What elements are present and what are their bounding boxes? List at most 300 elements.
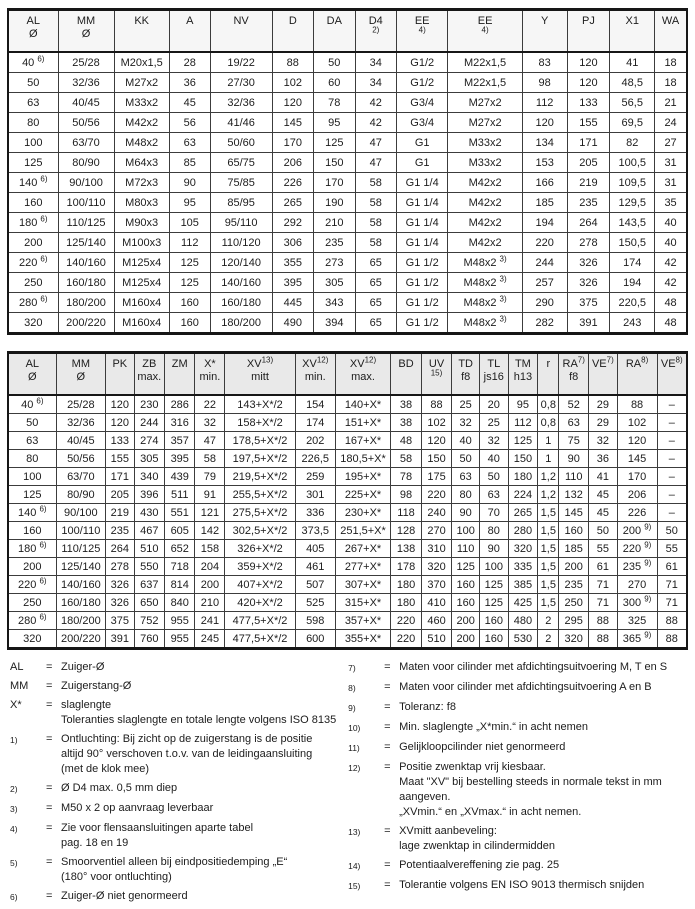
- table-1-cell: M100x3: [114, 233, 169, 253]
- table-2-cell: 760: [134, 630, 164, 649]
- table-1-header-cell: EE $^{4)}$: [397, 10, 448, 53]
- table-2-row: [8, 558, 687, 576]
- table-1-cell: 220: [522, 233, 567, 253]
- table-1-cell: M72x3: [114, 173, 169, 193]
- table-2-cell: 220 $^{6)}$: [8, 576, 56, 594]
- table-1-cell: 155: [567, 113, 610, 133]
- table-2-cell: 61: [589, 558, 617, 576]
- table-1-cell: M90x3: [114, 213, 169, 233]
- table-2-cell: 226: [617, 504, 657, 522]
- table-1-cell: 265: [272, 193, 313, 213]
- table-2-cell: 752: [134, 612, 164, 630]
- cylinder-dimensions-table-2: [7, 351, 688, 650]
- table-2-cell: 90: [452, 504, 480, 522]
- table-2-cell: 407+X*/2: [225, 576, 295, 594]
- footnote-equals: =: [46, 856, 53, 868]
- table-2-cell: 47: [195, 432, 225, 450]
- table-1-cell: 219: [567, 173, 610, 193]
- footnote-label: 8): [348, 683, 356, 693]
- table-1-cell: M125x4: [114, 253, 169, 273]
- table-1-cell: 170: [314, 173, 355, 193]
- table-2-cell: 52: [559, 395, 589, 414]
- table-1-cell: M125x4: [114, 273, 169, 293]
- footnote-item: [10, 698, 344, 728]
- table-2-cell: 145: [617, 450, 657, 468]
- table-2-header-cell: BD: [391, 353, 421, 396]
- footnote-item: [10, 660, 344, 675]
- table-2-cell: 396: [134, 486, 164, 504]
- table-2-header-cell: XV$^{13)}$ mitt: [225, 353, 295, 396]
- footnote-text: Zuiger-Ø niet genormeerd: [61, 890, 188, 902]
- table-2-cell: 355+X*: [335, 630, 391, 649]
- table-2-cell: 29: [589, 414, 617, 432]
- footnote-label: 14): [348, 861, 361, 871]
- table-1-header-cell: Y: [522, 10, 567, 53]
- table-2-cell: 100: [480, 558, 508, 576]
- table-2-cell: 125: [8, 486, 56, 504]
- table-2-cell: 22: [195, 395, 225, 414]
- table-1-cell: 205: [567, 153, 610, 173]
- table-2-cell: 142: [195, 522, 225, 540]
- table-2-cell: 80/90: [56, 486, 105, 504]
- table-1-header-row: [8, 10, 687, 53]
- table-1-cell: 180/200: [58, 293, 114, 313]
- table-2-cell: –: [657, 468, 687, 486]
- table-1-cell: 194: [610, 273, 655, 293]
- table-1-cell: G1/2: [397, 73, 448, 93]
- table-1-cell: 65/75: [210, 153, 272, 173]
- table-1-cell: 170: [272, 133, 313, 153]
- table-2-header-row: [8, 353, 687, 396]
- table-1-cell: 90/100: [58, 173, 114, 193]
- table-2-cell: 550: [134, 558, 164, 576]
- table-1-cell: 100: [8, 133, 58, 153]
- table-2-cell: 245: [195, 630, 225, 649]
- footnote-text: M50 x 2 op aanvraag leverbaar: [61, 802, 214, 814]
- table-2-cell: 80: [8, 450, 56, 468]
- table-2-cell: 0,8: [538, 395, 559, 414]
- table-2-cell: 202: [295, 432, 335, 450]
- table-2-cell: 460: [421, 612, 451, 630]
- table-1-cell: 153: [522, 153, 567, 173]
- table-1-cell: 90: [169, 173, 210, 193]
- table-1-cell: 490: [272, 313, 313, 334]
- table-2-cell: 100: [8, 468, 56, 486]
- table-2-header-cell: X* min.: [195, 353, 225, 396]
- table-1-cell: 65: [355, 253, 396, 273]
- table-2-cell: 121: [195, 504, 225, 522]
- table-2-cell: 200: [452, 612, 480, 630]
- footnote-item: [348, 858, 688, 874]
- table-1-cell: 36: [169, 73, 210, 93]
- table-2-cell: 219: [106, 504, 134, 522]
- table-1-cell: M20x1,5: [114, 52, 169, 73]
- footnote-equals: =: [384, 661, 391, 673]
- table-1-cell: 78: [314, 93, 355, 113]
- table-2-cell: 200: [452, 630, 480, 649]
- table-2-cell: 160: [452, 576, 480, 594]
- table-2-cell: 100/110: [56, 522, 105, 540]
- footnote-equals: =: [384, 701, 391, 713]
- table-1-cell: 125: [169, 273, 210, 293]
- table-2-cell: 295: [559, 612, 589, 630]
- table-2-cell: 55: [657, 540, 687, 558]
- table-2-cell: 120: [421, 432, 451, 450]
- footnote-equals: =: [384, 721, 391, 733]
- table-2-cell: 155: [106, 450, 134, 468]
- table-1-cell: 58: [355, 193, 396, 213]
- table-1-cell: 171: [567, 133, 610, 153]
- cylinder-dimensions-table-1: [7, 8, 688, 335]
- footnote-text: Zuigerstang-Ø: [61, 680, 132, 692]
- table-1-cell: 125: [8, 153, 58, 173]
- table-1-cell: 200: [8, 233, 58, 253]
- table-2-cell: 439: [165, 468, 195, 486]
- table-1-cell: 60: [314, 73, 355, 93]
- table-2-cell: 326: [106, 594, 134, 612]
- table-2-cell: 410: [421, 594, 451, 612]
- table-1-cell: 160: [169, 313, 210, 334]
- table-2-cell: 125: [508, 432, 538, 450]
- table-2-cell: 264: [106, 540, 134, 558]
- table-2-cell: 50: [657, 522, 687, 540]
- table-2-cell: 143+X*/2: [225, 395, 295, 414]
- table-2-cell: 95: [508, 395, 538, 414]
- table-2-cell: 40/45: [56, 432, 105, 450]
- table-2-cell: 110: [559, 468, 589, 486]
- footnote-label: 7): [348, 663, 356, 673]
- table-1-cell: M27x2: [448, 113, 522, 133]
- table-1-cell: 28: [169, 52, 210, 73]
- table-1-cell: 226: [272, 173, 313, 193]
- table-2-cell: 814: [165, 576, 195, 594]
- table-2-cell: 70: [480, 504, 508, 522]
- table-2-cell: 235 $^{9)}$: [617, 558, 657, 576]
- table-1-cell: 98: [522, 73, 567, 93]
- table-2-cell: –: [657, 450, 687, 468]
- table-1-cell: M42x2: [448, 213, 522, 233]
- table-2-cell: 365 $^{9)}$: [617, 630, 657, 649]
- table-1-cell: 140/160: [58, 253, 114, 273]
- table-2-cell: 102: [421, 414, 451, 432]
- table-2-header-cell: VE$^{7)}$: [589, 353, 617, 396]
- table-2-cell: 50: [480, 468, 508, 486]
- table-1-cell: 125: [169, 253, 210, 273]
- table-2-cell: 158: [195, 540, 225, 558]
- table-1-cell: 65: [355, 293, 396, 313]
- table-1-cell: 95/110: [210, 213, 272, 233]
- table-2-cell: 320: [8, 630, 56, 649]
- table-1-cell: M33x2: [114, 93, 169, 113]
- table-1-cell: 326: [567, 253, 610, 273]
- table-2-header-cell: XV$^{12)}$ min.: [295, 353, 335, 396]
- table-1-cell: 32/36: [210, 93, 272, 113]
- table-1-cell: 50: [8, 73, 58, 93]
- table-1-cell: M42x2: [448, 193, 522, 213]
- table-2-cell: 50/56: [56, 450, 105, 468]
- table-1-cell: 65: [355, 273, 396, 293]
- table-1-row: [8, 193, 687, 213]
- table-1-cell: 290: [522, 293, 567, 313]
- table-1-cell: 56,5: [610, 93, 655, 113]
- table-1-cell: 63/70: [58, 133, 114, 153]
- table-2-cell: 1: [538, 450, 559, 468]
- table-2-row: [8, 468, 687, 486]
- footnote-label: 9): [348, 703, 356, 713]
- table-1-cell: 120/140: [210, 253, 272, 273]
- table-1-cell: 88: [272, 52, 313, 73]
- table-2-cell: 280: [508, 522, 538, 540]
- table-2-cell: 220: [391, 630, 421, 649]
- table-2-cell: 530: [508, 630, 538, 649]
- table-2-cell: 90: [559, 450, 589, 468]
- table-2-header-cell: TD f8: [452, 353, 480, 396]
- table-2-row: [8, 522, 687, 540]
- table-2-header-cell: UV $^{15)}$: [421, 353, 451, 396]
- table-1-cell: 273: [314, 253, 355, 273]
- table-2-cell: 2: [538, 630, 559, 649]
- table-1-cell: 391: [567, 313, 610, 334]
- table-1-cell: 220,5: [610, 293, 655, 313]
- table-1-cell: M160x4: [114, 293, 169, 313]
- table-2-row: [8, 630, 687, 649]
- table-2-cell: 315+X*: [335, 594, 391, 612]
- table-2-cell: 430: [134, 504, 164, 522]
- table-2-cell: 301: [295, 486, 335, 504]
- table-1-cell: 110/120: [210, 233, 272, 253]
- table-1-row: [8, 133, 687, 153]
- table-1-cell: M42x2: [448, 233, 522, 253]
- footnote-equals: =: [384, 741, 391, 753]
- table-2-cell: 357+X*: [335, 612, 391, 630]
- table-2-cell: 230+X*: [335, 504, 391, 522]
- table-2-cell: 63: [559, 414, 589, 432]
- table-2-cell: 240: [421, 504, 451, 522]
- table-2-cell: 220: [391, 612, 421, 630]
- table-1-cell: G1: [397, 153, 448, 173]
- table-1-cell: M48x2 $^{3)}$: [448, 273, 522, 293]
- table-2-cell: 1,5: [538, 540, 559, 558]
- table-2-cell: 160/180: [56, 594, 105, 612]
- table-2-cell: 205: [106, 486, 134, 504]
- footnote-item: [348, 824, 688, 854]
- table-2-cell: 195+X*: [335, 468, 391, 486]
- table-2-cell: 1,2: [538, 468, 559, 486]
- table-2-cell: 171: [106, 468, 134, 486]
- footnote-equals: =: [46, 661, 53, 673]
- footnote-label: 13): [348, 827, 361, 837]
- table-2-header-cell: ZM: [165, 353, 195, 396]
- table-2-cell: 200: [195, 576, 225, 594]
- table-1-cell: 210: [314, 213, 355, 233]
- table-2-cell: 385: [508, 576, 538, 594]
- table-2-cell: 652: [165, 540, 195, 558]
- table-1-cell: 85/95: [210, 193, 272, 213]
- table-1-cell: 95: [314, 113, 355, 133]
- table-2-cell: 25/28: [56, 395, 105, 414]
- table-2-cell: 0,8: [538, 414, 559, 432]
- table-1-cell: 120: [567, 52, 610, 73]
- table-2-cell: 525: [295, 594, 335, 612]
- footnote-legend: [7, 660, 688, 909]
- table-2-cell: 32: [452, 414, 480, 432]
- footnote-text: Ø D4 max. 0,5 mm diep: [61, 782, 178, 794]
- table-2-cell: 235: [559, 576, 589, 594]
- table-2-cell: 507: [295, 576, 335, 594]
- table-2-cell: 58: [195, 450, 225, 468]
- table-2-header-cell: VE$^{8)}$: [657, 353, 687, 396]
- table-1-cell: 180 $^{6)}$: [8, 213, 58, 233]
- table-1-cell: 82: [610, 133, 655, 153]
- table-1-row: [8, 113, 687, 133]
- table-2-cell: 40: [480, 450, 508, 468]
- table-1-cell: 21: [655, 93, 687, 113]
- footnote-item: [348, 878, 688, 894]
- table-2-cell: 405: [295, 540, 335, 558]
- footnote-item: [10, 781, 344, 797]
- footnote-item: [10, 889, 344, 905]
- table-2-cell: 145: [559, 504, 589, 522]
- footnote-label: 5): [10, 858, 18, 868]
- table-1-cell: 100/110: [58, 193, 114, 213]
- table-1-cell: 140/160: [210, 273, 272, 293]
- table-2-cell: 391: [106, 630, 134, 649]
- table-1-cell: G3/4: [397, 93, 448, 113]
- table-2-cell: 160: [480, 630, 508, 649]
- table-2-cell: 25: [480, 414, 508, 432]
- table-2-cell: 50: [589, 522, 617, 540]
- table-2-cell: 370: [421, 576, 451, 594]
- footnote-item: [348, 660, 688, 676]
- table-2-cell: 32: [195, 414, 225, 432]
- footnote-text: Zie voor flensaansluitingen aparte tabel pag. 18 en 19: [61, 822, 254, 849]
- table-2-cell: –: [657, 504, 687, 522]
- table-2-cell: 244: [134, 414, 164, 432]
- footnote-item: [348, 720, 688, 736]
- table-2-cell: 251,5+X*: [335, 522, 391, 540]
- footnote-text: Gelijkloopcilinder niet genormeerd: [399, 741, 566, 753]
- table-1-header-cell: DA: [314, 10, 355, 53]
- table-2-cell: 63: [8, 432, 56, 450]
- table-2-cell: 25: [452, 395, 480, 414]
- table-1-cell: 56: [169, 113, 210, 133]
- table-1-cell: 41/46: [210, 113, 272, 133]
- footnote-text: Positie zwenktap vrij kiesbaar. Maat "XV" bij bestelling steeds in normale tekst in mm aangeven. „XVmin.“ en „XVmax.“ in acht nemen.: [399, 761, 662, 818]
- footnote-label: 1): [10, 735, 18, 745]
- footnote-text: Toleranz: f8: [399, 701, 456, 713]
- table-1-row: [8, 213, 687, 233]
- table-1-cell: 50/56: [58, 113, 114, 133]
- table-2-cell: –: [657, 432, 687, 450]
- table-2-cell: 226,5: [295, 450, 335, 468]
- table-2-cell: 200: [8, 558, 56, 576]
- table-2-header-cell: PK: [106, 353, 134, 396]
- table-2-cell: 88: [617, 395, 657, 414]
- table-2-cell: 71: [589, 594, 617, 612]
- table-2-cell: 63: [480, 486, 508, 504]
- footnote-equals: =: [46, 699, 53, 711]
- table-1-cell: 282: [522, 313, 567, 334]
- footnote-item: [10, 801, 344, 817]
- table-1-cell: 110/125: [58, 213, 114, 233]
- table-2-cell: 50: [452, 450, 480, 468]
- table-2-cell: 1,5: [538, 522, 559, 540]
- table-2-header-cell: MM Ø: [56, 353, 105, 396]
- table-2-cell: 151+X*: [335, 414, 391, 432]
- table-1-cell: 40: [655, 233, 687, 253]
- table-1-cell: 35: [655, 193, 687, 213]
- table-1-row: [8, 73, 687, 93]
- table-1-cell: 32/36: [58, 73, 114, 93]
- table-1-cell: M22x1,5: [448, 52, 522, 73]
- table-2-cell: 200 $^{9)}$: [617, 522, 657, 540]
- table-2-cell: 48: [391, 432, 421, 450]
- table-1-cell: 18: [655, 52, 687, 73]
- table-2-cell: 38: [391, 414, 421, 432]
- table-1-header-cell: EE $^{4)}$: [448, 10, 522, 53]
- table-2-cell: 41: [589, 468, 617, 486]
- footnote-item: [348, 700, 688, 716]
- table-2-cell: 128: [391, 522, 421, 540]
- table-1-cell: 174: [610, 253, 655, 273]
- table-1-cell: G1 1/4: [397, 233, 448, 253]
- table-1-cell: 105: [169, 213, 210, 233]
- table-1-cell: 134: [522, 133, 567, 153]
- table-1-cell: 445: [272, 293, 313, 313]
- table-1-cell: M33x2: [448, 133, 522, 153]
- table-2-cell: 32: [480, 432, 508, 450]
- table-2-cell: 160: [452, 594, 480, 612]
- footnote-equals: =: [46, 680, 53, 692]
- table-2-cell: 255,5+X*/2: [225, 486, 295, 504]
- table-2-cell: 224: [508, 486, 538, 504]
- table-2-cell: 320: [559, 630, 589, 649]
- table-2-cell: 112: [508, 414, 538, 432]
- table-2-row: [8, 504, 687, 522]
- table-2-cell: 180/200: [56, 612, 105, 630]
- table-1-cell: 58: [355, 213, 396, 233]
- footnote-label: AL: [10, 661, 24, 673]
- table-2-row: [8, 395, 687, 414]
- table-1-cell: M42x2: [448, 173, 522, 193]
- table-2-cell: 955: [165, 630, 195, 649]
- table-2-cell: 477,5+X*/2: [225, 612, 295, 630]
- table-2-cell: 320: [421, 558, 451, 576]
- table-1-cell: G1 1/2: [397, 253, 448, 273]
- table-2-cell: 88: [657, 630, 687, 649]
- table-2-cell: 55: [589, 540, 617, 558]
- table-1-cell: 355: [272, 253, 313, 273]
- table-2-cell: 63/70: [56, 468, 105, 486]
- footnote-item: [348, 760, 688, 820]
- table-2-cell: 241: [195, 612, 225, 630]
- table-2-cell: 133: [106, 432, 134, 450]
- table-2-cell: 200: [559, 558, 589, 576]
- table-2-cell: 280 $^{6)}$: [8, 612, 56, 630]
- table-2-cell: 71: [657, 594, 687, 612]
- footnote-label: 10): [348, 723, 361, 733]
- table-2-cell: 326+X*/2: [225, 540, 295, 558]
- table-1-cell: 140 $^{6)}$: [8, 173, 58, 193]
- table-2-cell: 167+X*: [335, 432, 391, 450]
- footnote-equals: =: [384, 761, 391, 773]
- footnote-label: 3): [10, 804, 18, 814]
- table-2-cell: 78: [391, 468, 421, 486]
- table-2-cell: 102: [617, 414, 657, 432]
- table-1-cell: 45: [169, 93, 210, 113]
- table-2-cell: 480: [508, 612, 538, 630]
- footnote-item: [348, 680, 688, 696]
